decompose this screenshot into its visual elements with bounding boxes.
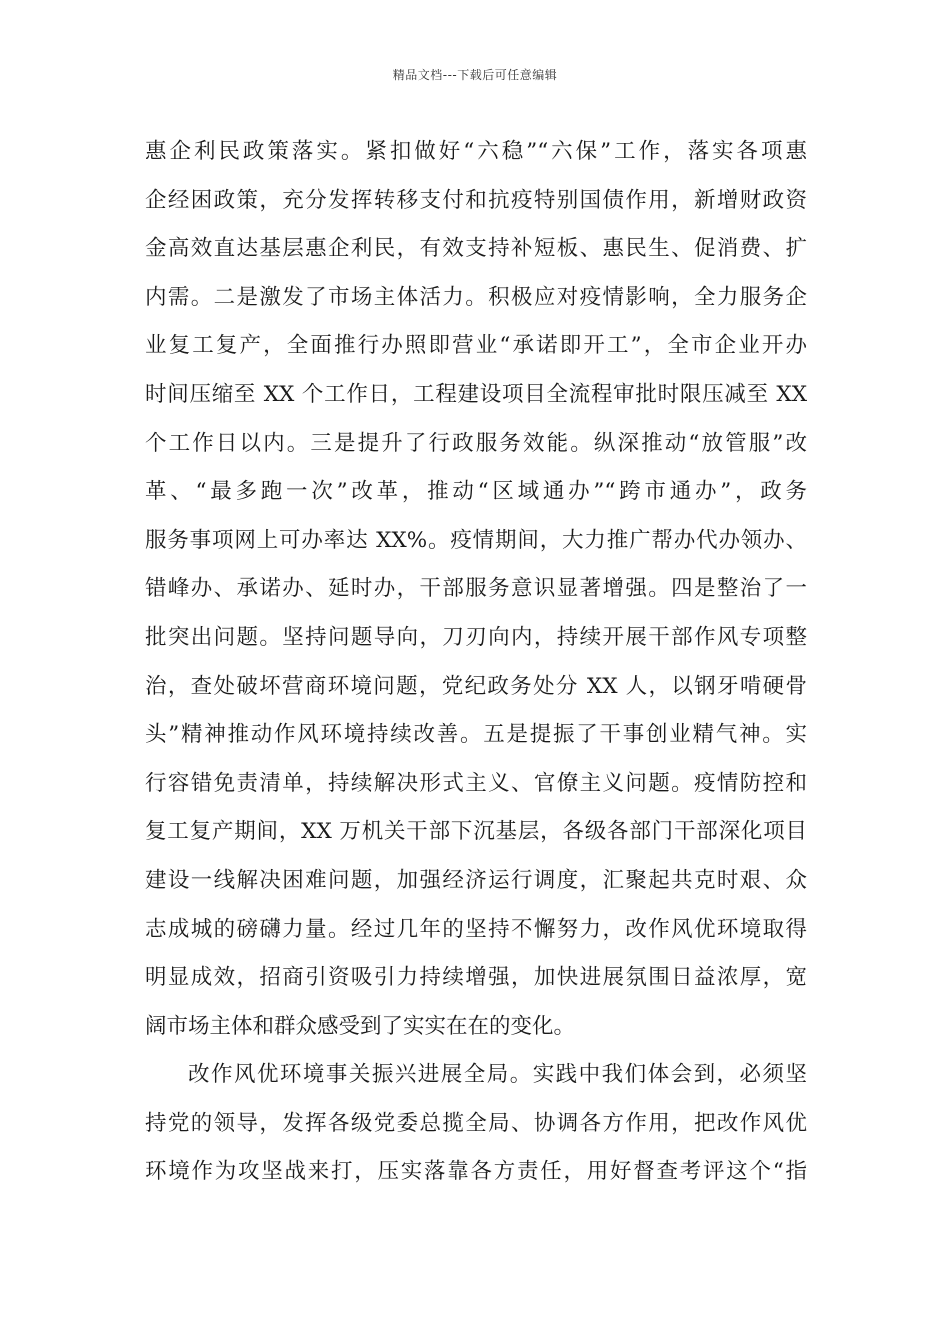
text-line: 时间压缩至 XX 个工作日，工程建设项目全流程审批时限压减至 XX: [145, 381, 807, 407]
text-line: 业复工复产，全面推行办照即营业“承诺即开工”，全市企业开办: [145, 333, 807, 359]
text-line: 服务事项网上可办率达 XX%。疫情期间，大力推广帮办代办领办、: [145, 527, 807, 553]
text-line: 惠企利民政策落实。紧扣做好“六稳”“六保”工作，落实各项惠: [145, 139, 807, 164]
text-line: 企经困政策，充分发挥转移支付和抗疫特别国债作用，新增财政资: [145, 187, 807, 213]
text-line: 批突出问题。坚持问题导向，刀刃向内，持续开展干部作风专项整: [145, 624, 807, 650]
text-line: 治，查处破坏营商环境问题，党纪政务处分 XX 人，以钢牙啃硬骨: [145, 673, 807, 699]
text-line: 持党的领导，发挥各级党委总揽全局、协调各方作用，把改作风优: [145, 1110, 807, 1136]
text-line: 环境作为攻坚战来打，压实落靠各方责任，用好督查考评这个“指: [145, 1159, 807, 1185]
text-line: 明显成效，招商引资吸引力持续增强，加快进展氛围日益浓厚，宽: [145, 965, 807, 991]
text-line: 金高效直达基层惠企利民，有效支持补短板、惠民生、促消费、扩: [145, 236, 807, 262]
text-line: 行容错免责清单，持续解决形式主义、官僚主义问题。疫情防控和: [145, 770, 807, 796]
body-text: [145, 128, 807, 1197]
text-line: 头”精神推动作风环境持续改善。五是提振了干事创业精气神。实: [145, 722, 807, 748]
text-line: 志成城的磅礴力量。经过几年的坚持不懈努力，改作风优环境取得: [145, 916, 807, 942]
page-header: 精品文档---下载后可任意编辑: [392, 68, 558, 82]
text-line: 革、“最多跑一次”改革，推动“区域通办”“跨市通办”，政务: [145, 479, 807, 505]
text-line: 建设一线解决困难问题，加强经济运行调度，汇聚起共克时艰、众: [145, 867, 807, 893]
text-line-paragraph-start: 改作风优环境事关振兴进展全局。实践中我们体会到，必须坚: [188, 1062, 807, 1088]
text-line: 个工作日以内。三是提升了行政服务效能。纵深推动“放管服”改: [145, 430, 807, 456]
text-line: 错峰办、承诺办、延时办，干部服务意识显著增强。四是整治了一: [145, 576, 807, 602]
text-line: 复工复产期间，XX 万机关干部下沉基层，各级各部门干部深化项目: [145, 819, 807, 845]
text-line-paragraph-end: 阔市场主体和群众感受到了实实在在的变化。: [145, 1013, 576, 1039]
text-line: 内需。二是激发了市场主体活力。积极应对疫情影响，全力服务企: [145, 284, 807, 310]
